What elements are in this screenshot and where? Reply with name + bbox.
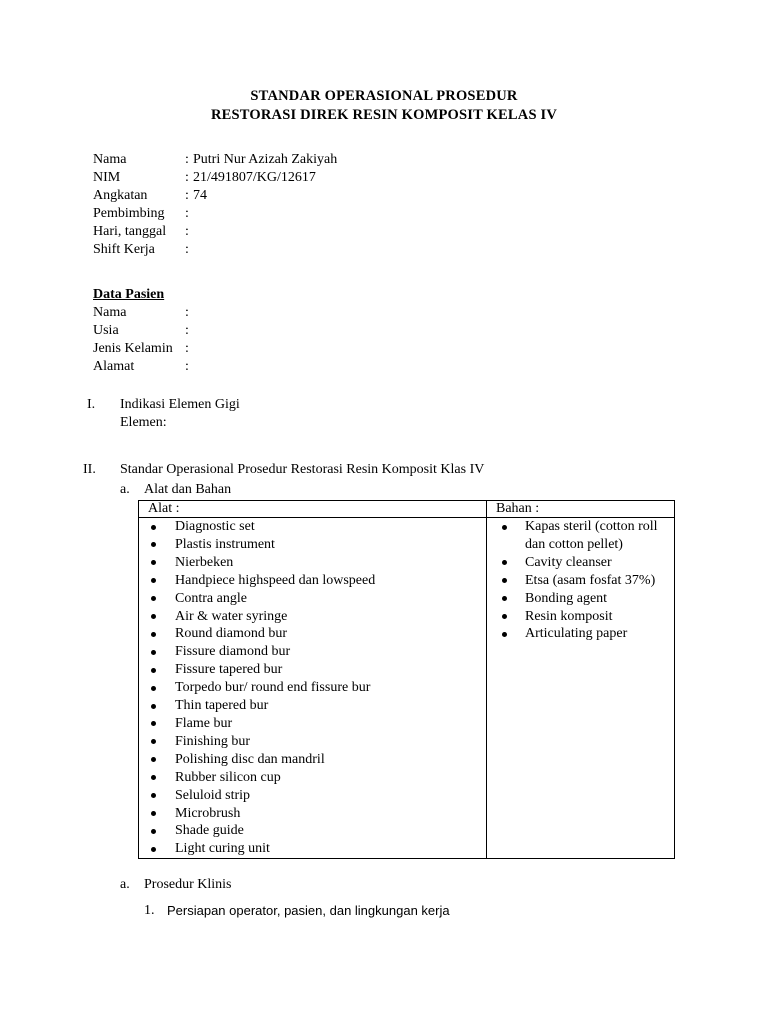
student-pembimbing-colon: : [185,206,189,221]
bahan-list-item: Resin komposit [487,608,674,626]
student-nim-label: NIM [93,170,121,185]
student-name-value: Putri Nur Azizah Zakiyah [193,152,338,167]
alat-list-item: Finishing bur [139,733,486,751]
bahan-list-item: Kapas steril (cotton roll dan cotton pellet) [487,518,674,554]
alat-list [139,518,486,858]
section-2-title: Standar Operasional Prosedur Restorasi Resin Komposit Klas IV [120,462,485,477]
alat-list-item: Shade guide [139,822,486,840]
alat-list-item: Light curing unit [139,840,486,858]
alat-list-item: Thin tapered bur [139,697,486,715]
student-hari-tanggal-label: Hari, tanggal [93,224,167,239]
alat-list-item: Air & water syringe [139,608,486,626]
subsection-b-marker: a. [120,877,130,892]
alat-list-item: Torpedo bur/ round end fissure bur [139,679,486,697]
student-angkatan-value: 74 [193,188,207,203]
section-1-title: Indikasi Elemen Gigi [120,397,240,412]
patient-nama-label: Nama [93,305,127,320]
bahan-list-item: Bonding agent [487,590,674,608]
student-angkatan-colon: : [185,188,189,203]
bahan-header: Bahan : [487,501,675,518]
step-1-text: Persiapan operator, pasien, dan lingkungan kerja [167,903,450,918]
patient-nama-colon: : [185,305,189,320]
student-shift-kerja-colon: : [185,242,189,257]
alat-list-item: Seluloid strip [139,787,486,805]
patient-data-heading: Data Pasien [93,287,165,302]
bahan-cell [487,518,675,859]
alat-list-item: Handpiece highspeed dan lowspeed [139,572,486,590]
document-title-line-1: STANDAR OPERASIONAL PROSEDUR [250,88,518,104]
alat-list-item: Flame bur [139,715,486,733]
alat-cell [139,518,487,859]
alat-header: Alat : [139,501,487,518]
patient-jenis-kelamin-colon: : [185,341,189,356]
alat-list-item: Fissure tapered bur [139,661,486,679]
alat-list-item: Diagnostic set [139,518,486,536]
section-1-numeral: I. [87,397,96,412]
bahan-list-item: Cavity cleanser [487,554,674,572]
student-nim-value: 21/491807/KG/12617 [193,170,316,185]
alat-list-item: Round diamond bur [139,625,486,643]
student-angkatan-label: Angkatan [93,188,148,203]
patient-jenis-kelamin-label: Jenis Kelamin [93,341,173,356]
alat-list-item: Plastis instrument [139,536,486,554]
subsection-b-title: Prosedur Klinis [144,877,232,892]
patient-usia-label: Usia [93,323,119,338]
student-name-colon: : [185,152,189,167]
alat-list-item: Fissure diamond bur [139,643,486,661]
student-hari-tanggal-colon: : [185,224,189,239]
alat-list-item: Contra angle [139,590,486,608]
section-1-elemen-label: Elemen: [120,415,167,430]
alat-list-item: Rubber silicon cup [139,769,486,787]
alat-list-item: Microbrush [139,805,486,823]
student-shift-kerja-label: Shift Kerja [93,242,155,257]
patient-alamat-label: Alamat [93,359,135,374]
patient-alamat-colon: : [185,359,189,374]
student-name-label: Nama [93,152,127,167]
alat-list-item: Nierbeken [139,554,486,572]
subsection-a-marker: a. [120,482,130,497]
student-pembimbing-label: Pembimbing [93,206,165,221]
student-nim-colon: : [185,170,189,185]
alat-bahan-table [138,500,675,859]
patient-usia-colon: : [185,323,189,338]
subsection-a-title: Alat dan Bahan [144,482,232,497]
section-2-numeral: II. [83,462,96,477]
document-title-line-2: RESTORASI DIREK RESIN KOMPOSIT KELAS IV [210,107,558,123]
table-body-row [139,518,675,859]
step-1-marker: 1. [144,903,155,918]
table-header-row [139,501,675,518]
bahan-list-item: Articulating paper [487,625,674,643]
alat-list-item: Polishing disc dan mandril [139,751,486,769]
bahan-list-item: Etsa (asam fosfat 37%) [487,572,674,590]
bahan-list [487,518,674,643]
